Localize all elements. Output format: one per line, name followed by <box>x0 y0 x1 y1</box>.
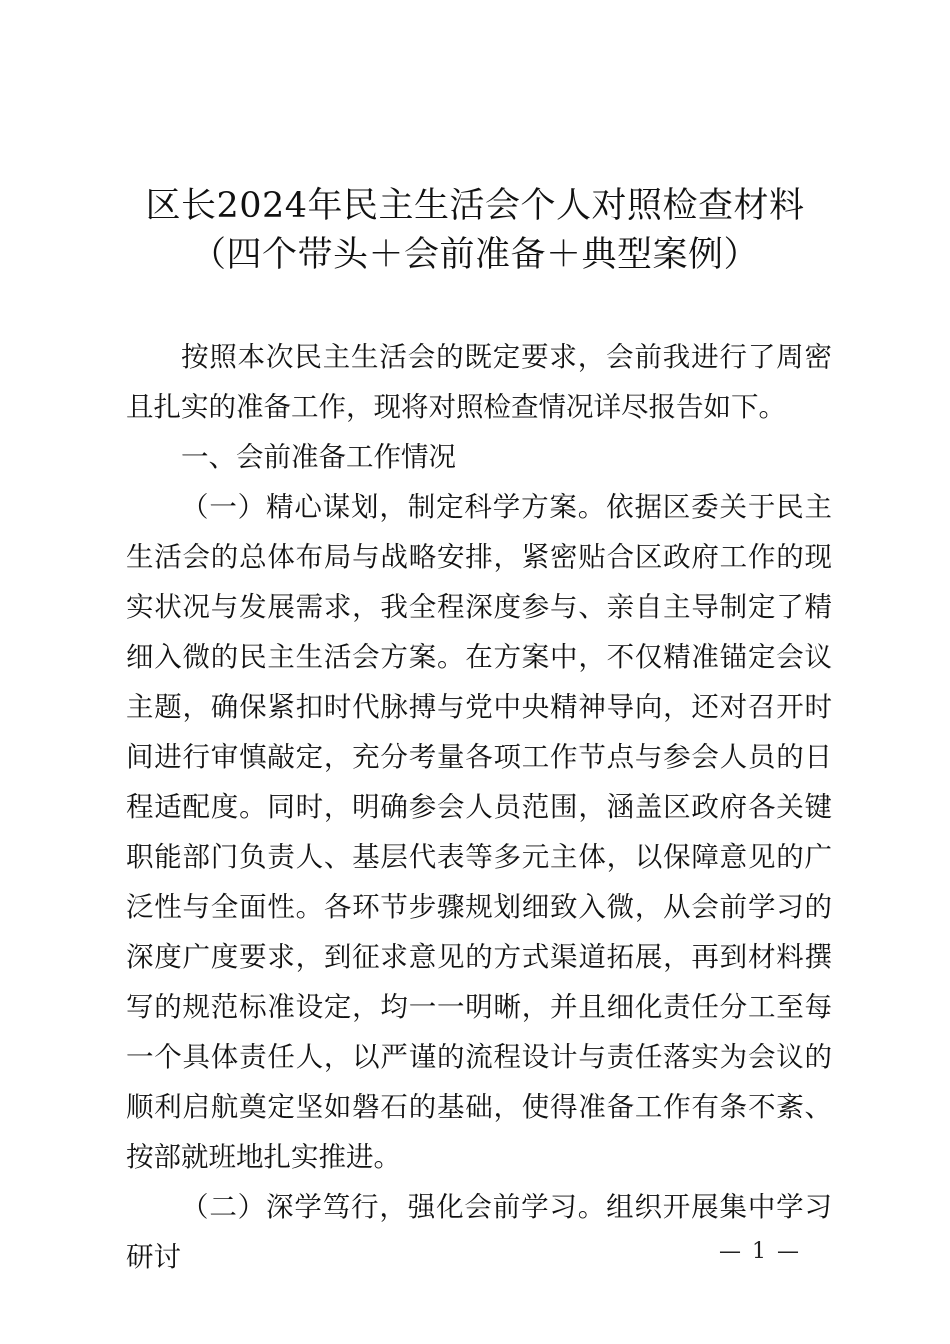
document-title-line-1: 区长2024年民主生活会个人对照检查材料 <box>145 186 805 226</box>
intro-paragraph: 按照本次民主生活会的既定要求，会前我进行了周密且扎实的准备工作，现将对照检查情况详尽报告如下。 <box>126 341 832 423</box>
section-heading: 一、会前准备工作情况 <box>181 441 456 473</box>
page-number: — 1 — <box>719 1239 801 1264</box>
document-body <box>126 332 832 1282</box>
document-title-line-2: （四个带头＋会前准备＋典型案例） <box>190 235 759 275</box>
subsection-2-paragraph: （二）深学笃行，强化会前学习。组织开展集中学习研讨 <box>126 1191 832 1273</box>
subsection-1-paragraph: （一）精心谋划，制定科学方案。依据区委关于民主生活会的总体布局与战略安排，紧密贴合区政府工作的现实状况与发展需求，我全程深度参与、亲自主导制定了精细入微的民主生活会方案。在方案中，不仅精准锚定会议主题，确保紧扣时代脉搏与党中央精神导向，还对召开时间进行审慎敲定，充分考量各项工作节点与参会人员的日程适配度。同时，明确参会人员范围，涵盖区政府各关键职能部门负责人、基层代表等多元主体，以保障意见的广泛性与全面性。各环节步骤规划细致入微，从会前学习的深度广度要求，到征求意见的方式渠道拓展，再到材料撰写的规范标准设定，均一一明晰，并且细化责任分工至每一个具体责任人，以严谨的流程设计与责任落实为会议的顺利启航奠定坚如磐石的基础，使得准备工作有条不紊、按部就班地扎实推进。 <box>126 491 832 1173</box>
